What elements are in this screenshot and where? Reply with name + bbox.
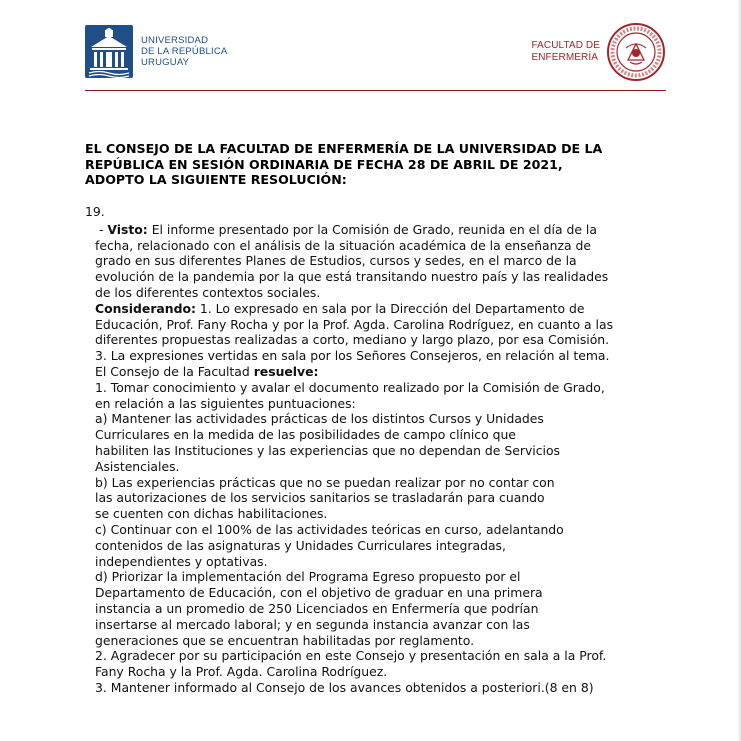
resuelve-heading bbox=[95, 364, 670, 380]
university-name-line-1: UNIVERSIDAD bbox=[141, 35, 209, 46]
document-title bbox=[85, 141, 660, 188]
university-name-line-3: URUGUAY bbox=[141, 57, 190, 68]
resuelve-line-1: 1. Tomar conocimiento y avalar el documento realizado por la Comisión de Grado, bbox=[95, 379, 605, 395]
resuelve-line-12: independientes y optativas. bbox=[95, 553, 268, 569]
resuelve-line-18: 2. Agradecer por su participación en este Consejo y presentación en sala a la Prof. bbox=[95, 648, 607, 664]
visto-text-1: El informe presentado por la Comisión de Grado, reunida en el día de la bbox=[147, 221, 597, 237]
resuelve-line-13: d) Priorizar la implementación del Programa Egreso propuesto por el bbox=[95, 569, 521, 585]
resuelve-label: resuelve: bbox=[253, 363, 319, 379]
title-line-3: ADOPTO LA SIGUIENTE RESOLUCIÓN: bbox=[85, 172, 347, 187]
faculty-name-line-2: ENFERMERÍA bbox=[531, 52, 599, 63]
considerando-section bbox=[85, 301, 670, 364]
resuelve-line-15: instancia a un promedio de 250 Licenciados en Enfermería que podrían bbox=[95, 600, 539, 616]
visto-line-1 bbox=[95, 222, 670, 238]
resuelve-line-3: a) Mantener las actividades prácticas de los distintos Cursos y Unidades bbox=[95, 411, 544, 427]
resuelve-line-2: en relación a las siguientes puntuaciones: bbox=[95, 395, 356, 411]
university-name-line-2: DE LA REPÚBLICA bbox=[141, 46, 228, 57]
resolution-number: 19. bbox=[85, 204, 105, 219]
resuelve-line-4: Curriculares en la medida de las posibilidades de campo clínico que bbox=[95, 427, 516, 443]
resuelve-line-16: insertarse al mercado laboral; y en segunda instancia avanzar con las bbox=[95, 616, 530, 632]
resuelve-line-7: b) Las experiencias prácticas que no se puedan realizar por no contar con bbox=[95, 474, 555, 490]
university-logo-block bbox=[85, 25, 227, 78]
resuelve-line-6: Asistenciales. bbox=[95, 458, 180, 474]
considerando-line-2: Educación, Prof. Fany Rocha y por la Prof. Agda. Carolina Rodríguez, en cuanto a las bbox=[95, 316, 614, 332]
resuelve-line-20: 3. Mantener informado al Consejo de los avances obtenidos a posteriori.(8 en 8) bbox=[95, 679, 594, 695]
visto-line-2: fecha, relacionado con el análisis de la situación académica de la enseñanza de bbox=[95, 237, 592, 253]
considerando-line-3: diferentes propuestas realizadas a corto, mediano y largo plazo, por esa Comisión. bbox=[95, 332, 610, 348]
university-name bbox=[141, 35, 227, 68]
visto-line-5: de los diferentes contextos sociales. bbox=[95, 284, 321, 300]
resuelve-line-11: contenidos de las asignaturas y Unidades Curriculares integradas, bbox=[95, 537, 506, 553]
resuelve-line-8: las autorizaciones de los servicios sanitarios se trasladarán para cuando bbox=[95, 490, 545, 506]
visto-line-3: grado en sus diferentes Planes de Estudios, cursos y sedes, en el marco de la bbox=[95, 253, 577, 269]
resuelve-line-19: Fany Rocha y la Prof. Agda. Carolina Rodríguez. bbox=[95, 664, 388, 680]
letterhead bbox=[85, 20, 666, 91]
resuelve-prefix: El Consejo de la Facultad bbox=[95, 363, 254, 379]
resuelve-line-10: c) Continuar con el 100% de las actividades teóricas en curso, adelantando bbox=[95, 521, 564, 537]
page-edge bbox=[737, 0, 741, 741]
faculty-logo-block bbox=[531, 22, 666, 82]
faculty-name-line-1: FACULTAD DE bbox=[531, 40, 600, 51]
considerando-line-4: 3. La expresiones vertidas en sala por los Señores Consejeros, en relación al tema. bbox=[95, 348, 610, 364]
resuelve-line-9: se cuenten con dichas habilitaciones. bbox=[95, 506, 328, 522]
visto-prefix: - bbox=[95, 221, 108, 237]
visto-line-4: evolución de la pandemia por la que está transitando nuestro país y las realidades bbox=[95, 269, 609, 285]
resuelve-section bbox=[85, 364, 670, 696]
considerando-label: Considerando: bbox=[95, 300, 196, 316]
title-line-2: REPÚBLICA EN SESIÓN ORDINARIA DE FECHA 28 DE ABRIL DE 2021, bbox=[85, 156, 563, 172]
considerando-line-1 bbox=[95, 301, 670, 317]
visto-label: Visto: bbox=[107, 221, 148, 237]
resuelve-line-14: Departamento de Educación, con el objetivo de graduar en una primera bbox=[95, 585, 543, 601]
title-line-1: EL CONSEJO DE LA FACULTAD DE ENFERMERÍA DE LA UNIVERSIDAD DE LA bbox=[85, 141, 603, 156]
university-building-icon bbox=[85, 25, 133, 78]
resuelve-line-5: habiliten las Instituciones y las experiencias que no dependan de Servicios bbox=[95, 442, 561, 458]
resolution-body bbox=[85, 204, 670, 696]
faculty-name bbox=[531, 40, 600, 64]
considerando-text-1: 1. Lo expresado en sala por la Dirección del Departamento de bbox=[195, 300, 585, 316]
faculty-seal-icon bbox=[606, 22, 666, 82]
visto-section bbox=[85, 222, 670, 301]
resuelve-line-17: generaciones que se encuentran habilitadas por reglamento. bbox=[95, 632, 475, 648]
